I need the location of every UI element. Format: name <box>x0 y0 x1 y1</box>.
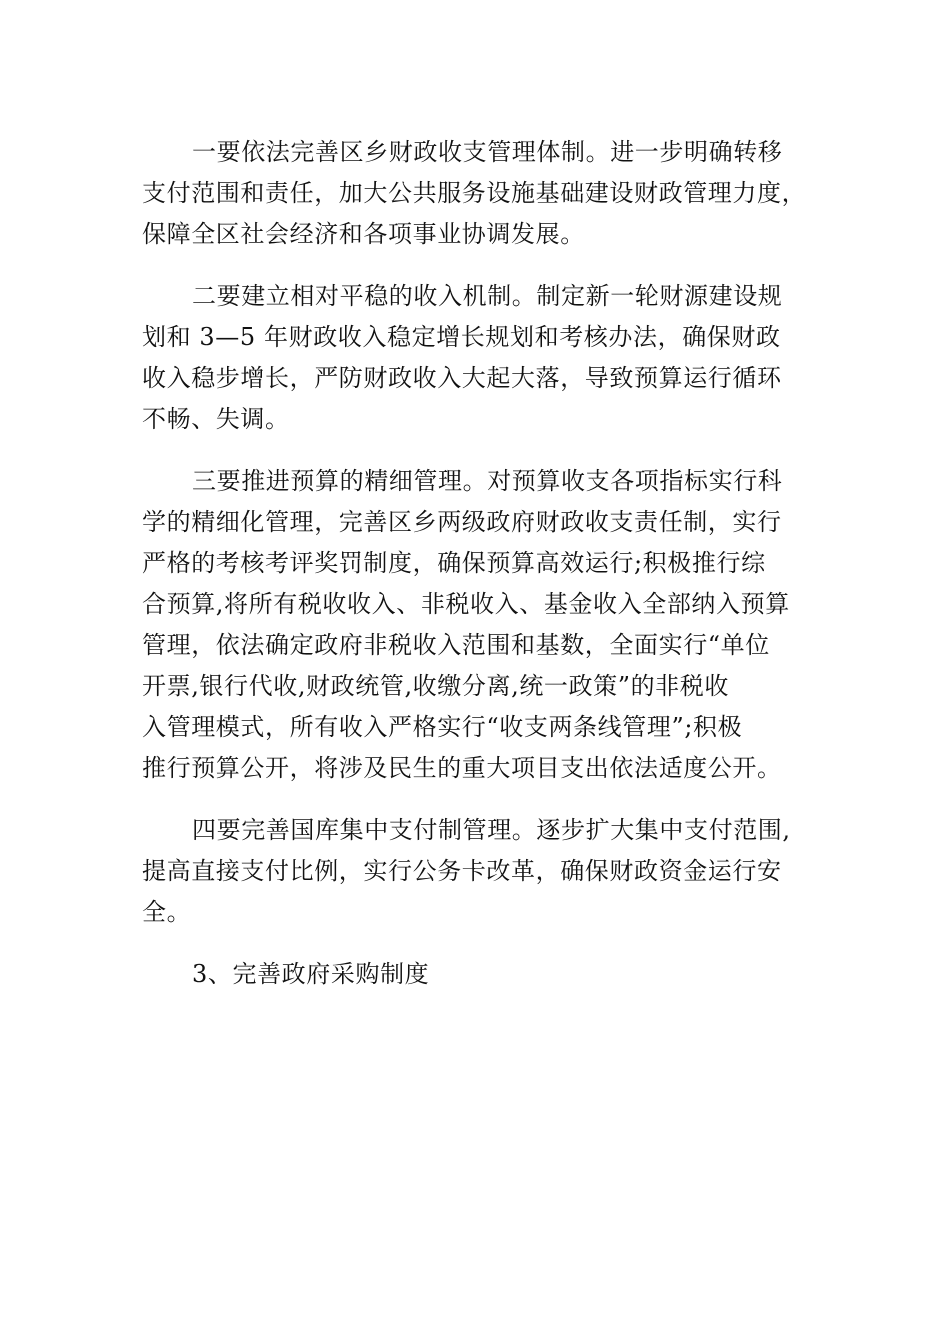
paragraph-line: 三要推进预算的精细管理。对预算收支各项指标实行科 <box>192 467 783 495</box>
paragraph-4 <box>142 810 810 933</box>
paragraph-1 <box>142 132 810 255</box>
paragraph-gap <box>142 255 810 276</box>
paragraph-line: 支付范围和责任，加大公共服务设施基础建设财政管理力度， <box>142 179 807 207</box>
paragraph-line: 一要依法完善区乡财政收支管理体制。进一步明确转移 <box>192 138 783 166</box>
paragraph-line: 不畅、失调。 <box>142 405 290 433</box>
paragraph-line: 四要完善国库集中支付制管理。逐步扩大集中支付范围, <box>192 816 791 844</box>
paragraph-line: 管理，依法确定政府非税收入范围和基数，全面实行“单位 <box>142 631 770 659</box>
paragraph-line: 合预算,将所有税收收入、非税收入、基金收入全部纳入预算 <box>142 590 790 618</box>
paragraph-line: 开票,银行代收,财政统管,收缴分离,统一政策”的非税收 <box>142 672 729 700</box>
paragraph-line: 二要建立相对平稳的收入机制。制定新一轮财源建设规 <box>192 282 783 310</box>
paragraph-line: 推行预算公开，将涉及民生的重大项目支出依法适度公开。 <box>142 754 782 782</box>
paragraph-gap <box>142 933 810 954</box>
paragraph-line: 严格的考核考评奖罚制度，确保预算高效运行;积极推行综 <box>142 549 766 577</box>
paragraph-2 <box>142 276 810 440</box>
paragraph-gap <box>142 440 810 461</box>
paragraph-3 <box>142 461 810 789</box>
paragraph-line: 入管理模式，所有收入严格实行“收支两条线管理”;积极 <box>142 713 743 741</box>
paragraph-line: 收入稳步增长，严防财政收入大起大落，导致预算运行循环 <box>142 364 782 392</box>
paragraph-line: 学的精细化管理，完善区乡两级政府财政收支责任制，实行 <box>142 508 782 536</box>
paragraph-line: 划和 3—5 年财政收入稳定增长规划和考核办法，确保财政 <box>142 323 781 351</box>
paragraph-line: 保障全区社会经济和各项事业协调发展。 <box>142 220 585 248</box>
document-body <box>142 132 810 995</box>
section-heading: 3、完善政府采购制度 <box>192 960 430 988</box>
paragraph-gap <box>142 789 810 810</box>
paragraph-line: 全。 <box>142 898 192 926</box>
paragraph-line: 提高直接支付比例，实行公务卡改革，确保财政资金运行安 <box>142 857 782 885</box>
